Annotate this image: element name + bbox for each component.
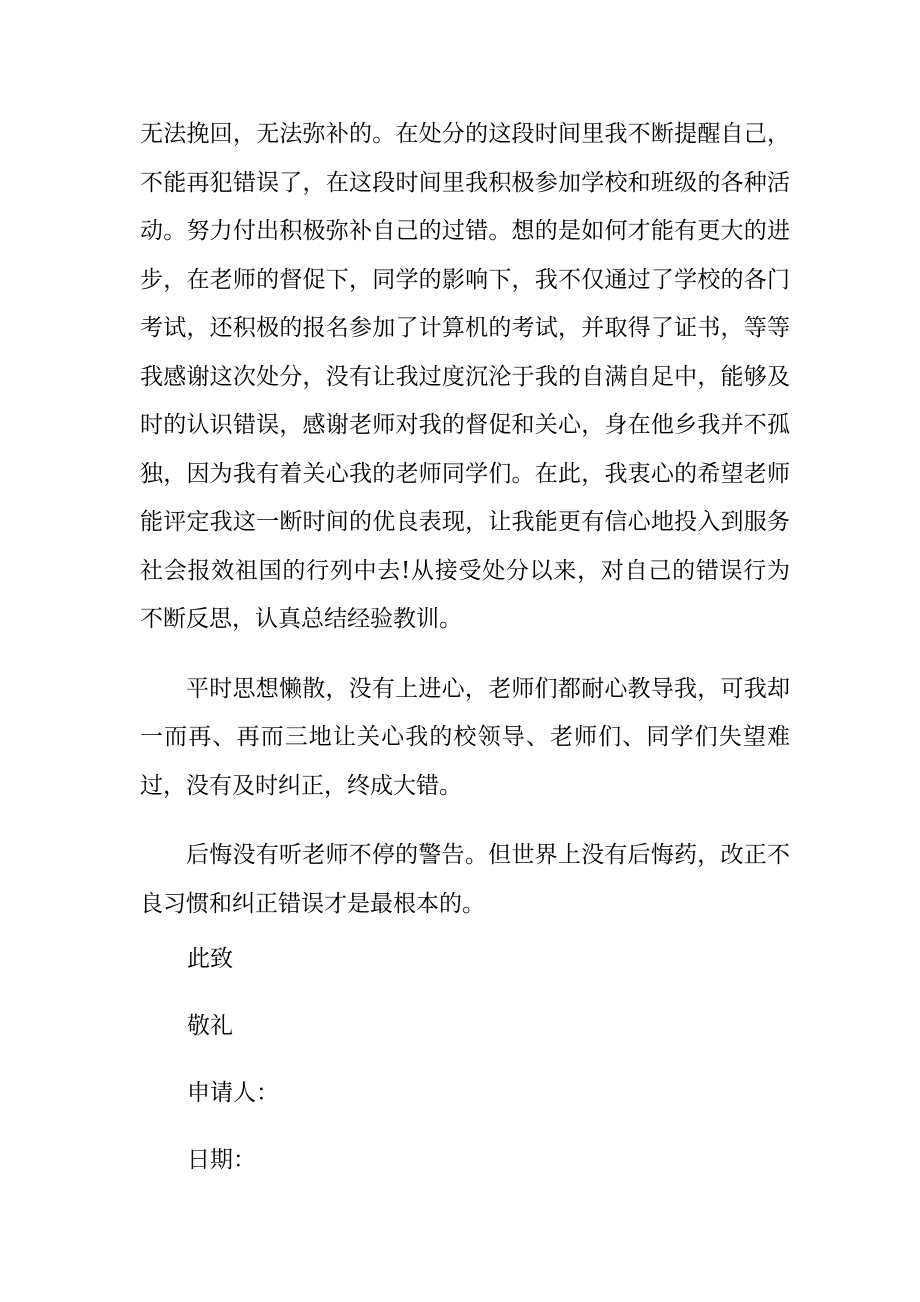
date-label: 日期：	[187, 1147, 256, 1173]
closing-regards: 敬礼	[187, 1013, 233, 1039]
closing-salutation: 此致	[187, 946, 233, 972]
paragraph-continuation: 无法挽回，无法弥补的。在处分的这段时间里我不断提醒自己，不能再犯错误了，在这段时间里我积极参加学校和班级的各种活动。努力付出积极弥补自己的过错。想的是如何才能有更大的进步，在老师的督促下，同学的影响下，我不仅通过了学校的各门考试，还积极的报名参加了计算机的考试，并取得了证书，等等我感谢这次处分，没有让我过度沉沦于我的自满自足中，能够及时的认识错误，感谢老师对我的督促和关心，身在他乡我并不孤独，因为我有着关心我的老师同学们。在此，我衷心的希望老师能评定我这一断时间的优良表现，让我能更有信心地投入到服务社会报效祖国的行列中去!从接受处分以来，对自己的错误行为不断反思，认真总结经验教训。	[140, 121, 790, 632]
paragraph-regret: 后悔没有听老师不停的警告。但世界上没有后悔药，改正不良习惯和纠正错误才是最根本的。	[140, 842, 790, 917]
letter-body	[140, 110, 790, 928]
applicant-label: 申请人：	[187, 1080, 279, 1106]
paragraph-laziness: 平时思想懒散，没有上进心，老师们都耐心教导我，可我却一而再、再而三地让关心我的校领导、老师们、同学们失望难过，没有及时纠正，终成大错。	[140, 675, 790, 799]
